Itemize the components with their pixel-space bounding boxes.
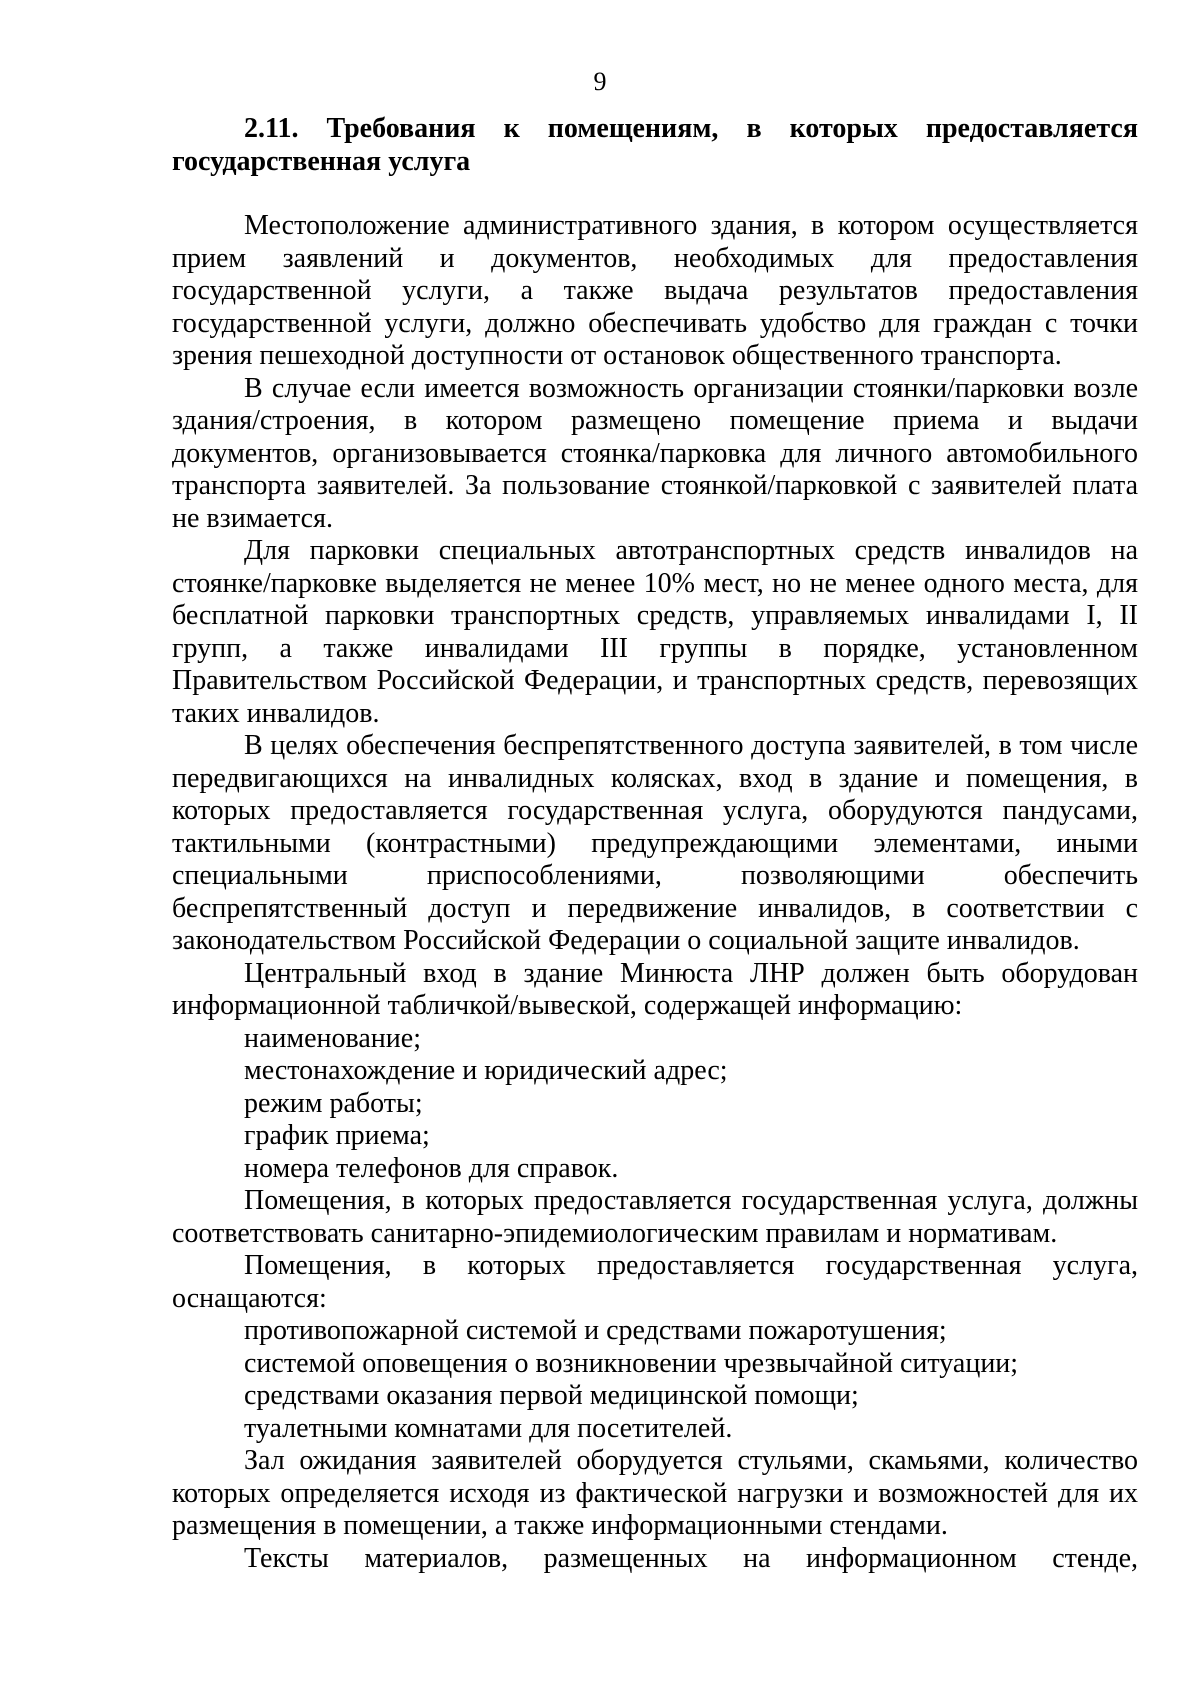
paragraph-stand-texts: Тексты материалов, размещенных на информационном стенде, bbox=[244, 1542, 1138, 1574]
list-item: график приема; bbox=[244, 1120, 430, 1151]
section-heading-line-2: государственная услуга bbox=[172, 145, 471, 177]
document-body bbox=[172, 113, 1138, 1575]
list-item: наименование; bbox=[244, 1022, 421, 1054]
paragraph-disabled-parking: Для парковки специальных автотранспортных средств инвалидов на стоянке/парковке выделяется не менее 10% мест, но не менее одного места, для бесплатной парковки транспортных средств, управляемых инвалидами I, II групп, а также инвалидами III группы в порядке, установленном Правительством Российской Федерации, и транспортных средств, перевозящих таких инвалидов. bbox=[172, 535, 1138, 729]
paragraph-sanitary: Помещения, в которых предоставляется государственная услуга, должны соответствовать санитарно-эпидемиологическим правилам и нормативам. bbox=[172, 1185, 1138, 1249]
list-item: режим работы; bbox=[244, 1087, 423, 1119]
list-item: противопожарной системой и средствами пожаротушения; bbox=[244, 1315, 947, 1346]
paragraph-accessibility: В целях обеспечения беспрепятственного доступа заявителей, в том числе передвигающихся на инвалидных колясках, вход в здание и помещения, в которых предоставляется государственная услуга, оборудуются пандусами, тактильными (контрастными) предупреждающими элементами, иными специальными приспособлениями, позволяющими обеспечить беспрепятственный доступ и передвижение инвалидов, в соответствии с законодательством Российской Федерации о социальной защите инвалидов. bbox=[172, 730, 1138, 956]
list-item: туалетными комнатами для посетителей. bbox=[244, 1412, 733, 1444]
list-item: номера телефонов для справок. bbox=[244, 1152, 619, 1184]
list-item: местонахождение и юридический адрес; bbox=[244, 1055, 728, 1086]
paragraph-entrance-sign: Центральный вход в здание Минюста ЛНР должен быть оборудован информационной табличкой/вывеской, содержащей информацию: bbox=[172, 957, 1138, 1021]
paragraph-parking: В случае если имеется возможность организации стоянки/парковки возле здания/строения, в котором размещено помещение приема и выдачи документов, организовывается стоянка/парковка для личного автомобильного транспорта заявителей. За пользование стоянкой/парковкой с заявителей плата не взимается. bbox=[172, 372, 1138, 534]
section-heading-line-1: 2.11. Требования к помещениям, в которых предоставляется bbox=[244, 113, 1138, 144]
paragraph-equipment: Помещения, в которых предоставляется государственная услуга, оснащаются: bbox=[172, 1250, 1138, 1314]
page-number: 9 bbox=[593, 67, 607, 96]
paragraph-location: Местоположение административного здания, в котором осуществляется прием заявлений и документов, необходимых для предоставления государственной услуги, а также выдача результатов предоставления государственной услуги, должно обеспечивать удобство для граждан с точки зрения пешеходной доступности от остановок общественного транспорта. bbox=[172, 210, 1138, 371]
paragraph-waiting-hall: Зал ожидания заявителей оборудуется стульями, скамьями, количество которых определяется исходя из фактической нагрузки и возможностей для их размещения в помещении, а также информационными стендами. bbox=[172, 1445, 1138, 1541]
section-heading bbox=[172, 113, 1138, 178]
list-item: системой оповещения о возникновении чрезвычайной ситуации; bbox=[244, 1347, 1019, 1379]
list-item: средствами оказания первой медицинской помощи; bbox=[244, 1380, 859, 1411]
